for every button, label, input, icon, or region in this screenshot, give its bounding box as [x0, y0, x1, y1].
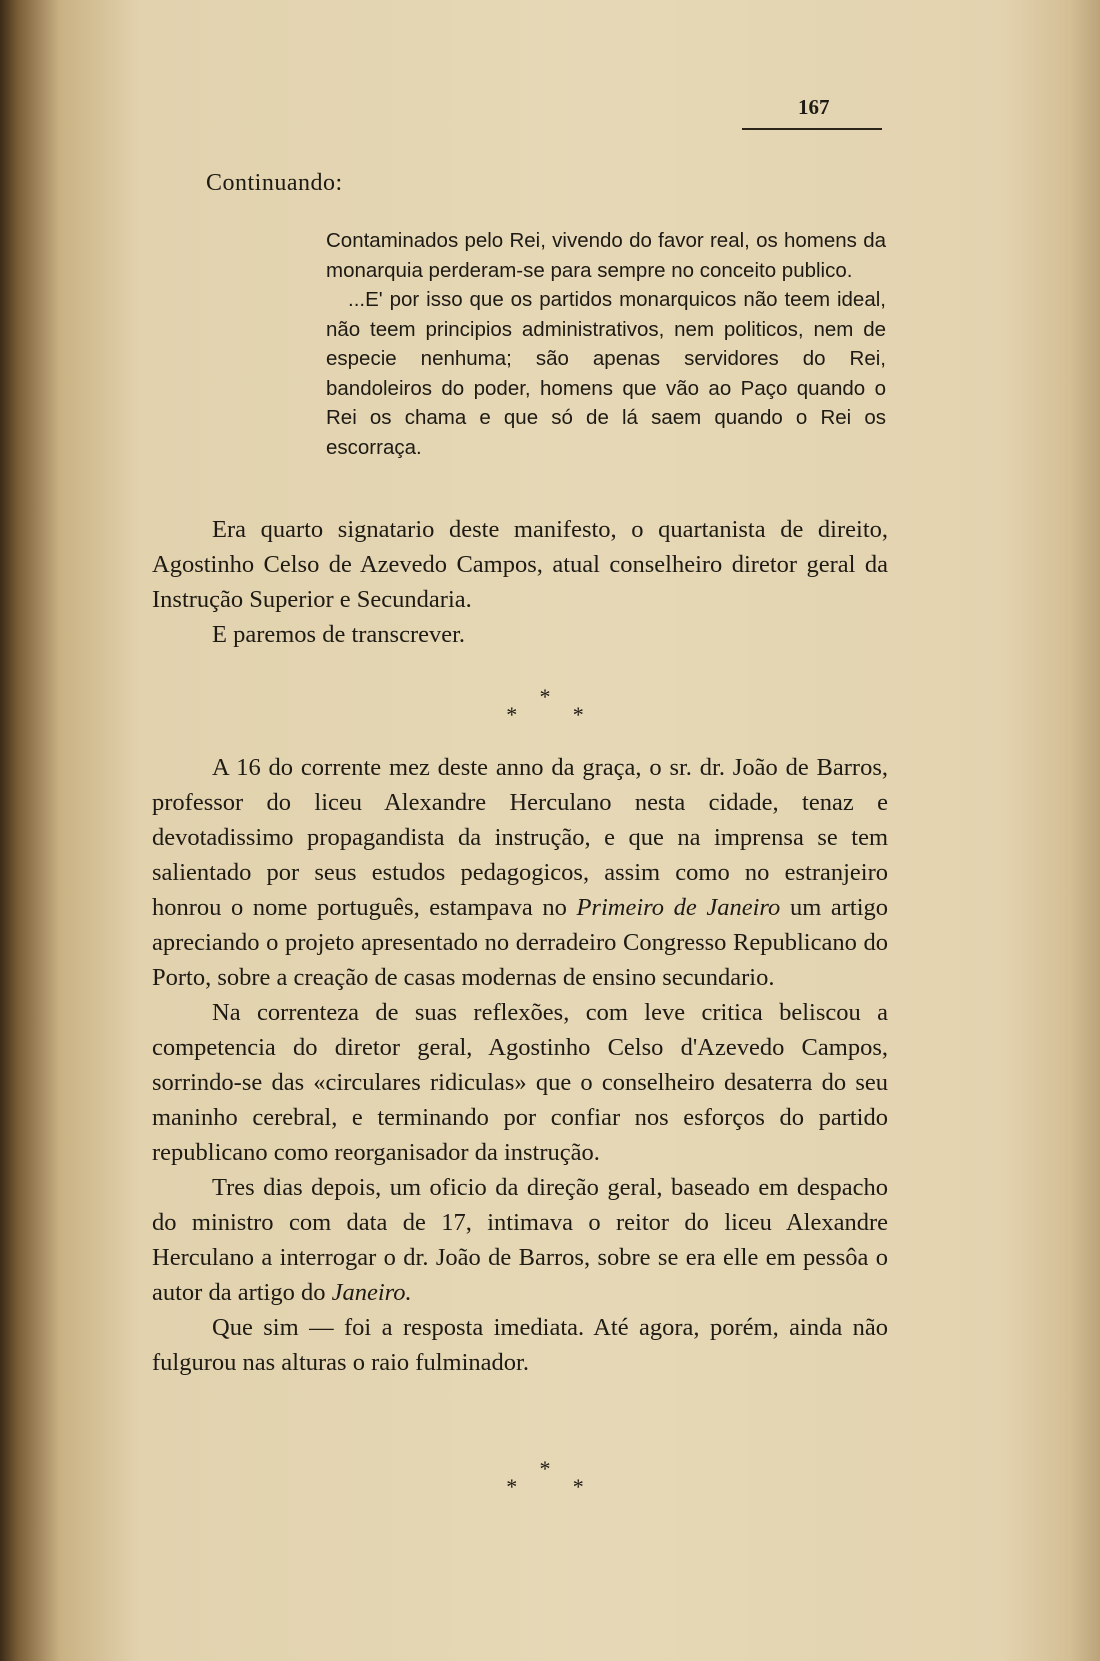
body-paragraph	[152, 1170, 888, 1310]
separator-stars-bottom: * *	[506, 1474, 584, 1499]
section-heading: Continuando:	[206, 170, 343, 196]
body-paragraph	[152, 750, 888, 995]
separator-star-top: *	[539, 684, 551, 709]
page-number: 167	[798, 95, 830, 119]
section-separator	[470, 1456, 620, 1499]
text-run: A 16 do corrente mez deste anno da graça, o sr. dr. João de Barros, professor do liceu Alexandre Herculano nesta cidade, tenaz e devotadissimo propagandista da instrução, e que na imprensa se tem salientado por seus estudos pedagogicos, assim como no estranjeiro honrou o nome português, estampava no	[152, 754, 888, 921]
text-run: um artigo apreciando o projeto apresentado no derradeiro Congresso Republicano do Porto, sobre a creação de casas modernas de ensino secundario.	[152, 894, 889, 991]
body-paragraph: Na correnteza de suas reflexões, com leve critica beliscou a competencia do diretor geral, Agostinho Celso d'Azevedo Campos, sorrindo-se das «circulares ridiculas» que o conselheiro desaterra do seu maninho cerebral, e terminando por confiar nos esforços do partido republicano como reorganisador da instrução.	[152, 999, 888, 1166]
separator-stars-bottom: * *	[506, 702, 584, 727]
header-rule	[742, 128, 882, 130]
quoted-manifesto	[326, 226, 886, 462]
body-paragraph: Era quarto signatario deste manifesto, o quartanista de direito, Agostinho Celso de Azevedo Campos, atual conselheiro diretor geral da Instrução Superior e Secundaria.	[152, 516, 888, 613]
body-paragraph: Que sim — foi a resposta imediata. Até agora, porém, ainda não fulgurou nas alturas o raio fulminador.	[152, 1314, 888, 1376]
quote-paragraph: ...E' por isso que os partidos monarquicos não teem ideal, não teem principios administrativos, nem politicos, nem de especie nenhuma; são apenas servidores do Rei, bandoleiros do poder, homens que vão ao Paço quando o Rei os chama e que só de lá saem quando o Rei os escorraça.	[326, 288, 886, 459]
body-block	[152, 512, 888, 652]
section-separator	[470, 684, 620, 727]
text-run: Tres dias depois, um oficio da direção geral, baseado em despacho do ministro com data de 17, intimava o reitor do liceu Alexandre Herculano a interrogar o dr. João de Barros, sobre se era elle em pessôa o autor da artigo do	[152, 1174, 888, 1306]
body-block	[152, 750, 888, 1380]
newspaper-title: Janeiro.	[331, 1279, 412, 1306]
body-paragraph: E paremos de transcrever.	[212, 621, 466, 648]
separator-star-top: *	[539, 1456, 551, 1481]
quote-paragraph: Contaminados pelo Rei, vivendo do favor real, os homens da monarquia perderam-se para sempre no conceito publico.	[326, 229, 886, 282]
newspaper-title: Primeiro de Janeiro	[576, 894, 781, 921]
